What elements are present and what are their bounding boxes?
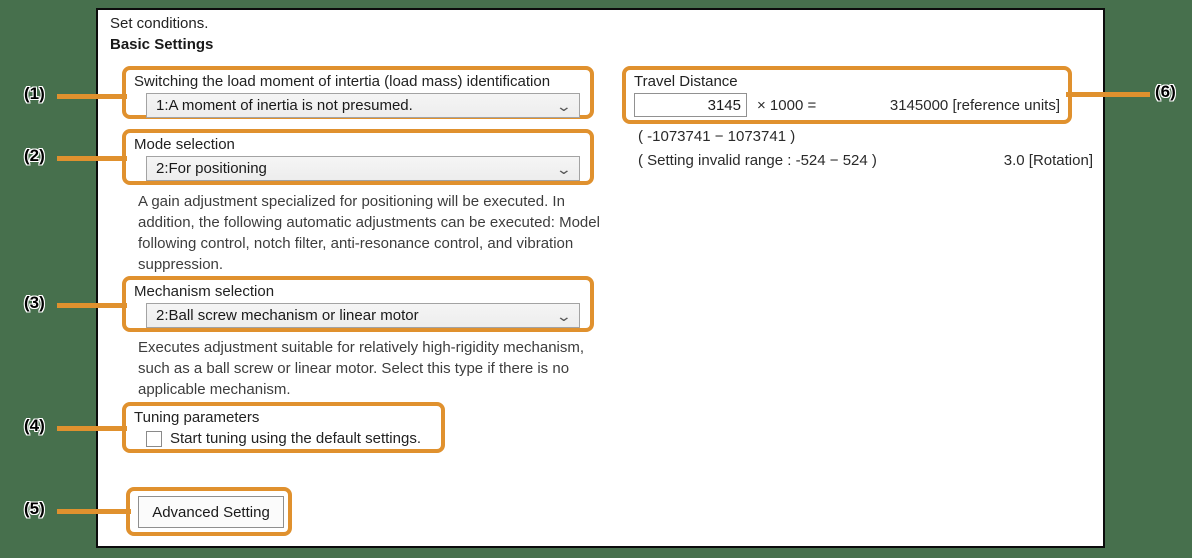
inertia-dropdown-value: 1:A moment of inertia is not presumed. — [156, 97, 413, 114]
mode-description: A gain adjustment specialized for positioning will be executed. In addition, the following automatic adjustments can be executed: Model following control, notch filter, anti-resonance control, and vibration suppression. — [138, 193, 600, 273]
tuning-label: Tuning parameters — [134, 409, 260, 426]
tuning-checkbox-row — [146, 430, 433, 447]
callout-2-line — [57, 156, 127, 161]
page-title: Basic Settings — [110, 36, 214, 53]
travel-result: 3145000 [reference units] — [889, 96, 1060, 114]
basic-settings-dialog — [96, 8, 1105, 548]
inertia-label: Switching the load moment of intertia (load mass) identification — [134, 73, 551, 90]
callout-6-label: (6) — [1155, 82, 1176, 101]
callout-6-line — [1066, 92, 1150, 97]
mechanism-label: Mechanism selection — [134, 283, 275, 300]
callout-4-label: (4) — [24, 416, 45, 435]
callout-1-line — [57, 94, 127, 99]
travel-invalid-range-row — [638, 152, 1093, 169]
callout-3-line — [57, 303, 127, 308]
callout-box-inertia — [122, 66, 594, 119]
advanced-setting-button[interactable]: Advanced Setting — [138, 496, 284, 528]
callout-4-line — [57, 426, 127, 431]
default-settings-checkbox-label: Start tuning using the default settings. — [170, 430, 421, 447]
callout-box-travel — [622, 66, 1072, 124]
callout-box-mode — [122, 129, 594, 185]
travel-distance-input[interactable] — [634, 93, 747, 117]
callout-1-label: (1) — [24, 84, 45, 103]
callout-2-label: (2) — [24, 146, 45, 165]
dialog-subtitle: Set conditions. — [110, 15, 209, 32]
mechanism-dropdown[interactable] — [146, 303, 580, 328]
inertia-dropdown[interactable] — [146, 93, 580, 118]
callout-5-label: (5) — [24, 499, 45, 518]
mode-dropdown-value: 2:For positioning — [156, 160, 267, 177]
chevron-down-icon: ⌄ — [555, 160, 573, 177]
callout-box-advanced — [126, 487, 292, 536]
callout-box-tuning — [122, 402, 445, 453]
travel-distance-label: Travel Distance — [634, 73, 738, 90]
callout-5-line — [57, 509, 131, 514]
default-settings-checkbox[interactable] — [146, 431, 162, 447]
travel-range: ( -1073741 − 1073741 ) — [638, 128, 796, 145]
chevron-down-icon: ⌄ — [555, 97, 573, 114]
mechanism-dropdown-value: 2:Ball screw mechanism or linear motor — [156, 307, 419, 324]
callout-box-mechanism — [122, 276, 594, 332]
travel-multiplier: × 1000 = — [757, 96, 817, 114]
travel-rotation-value: 3.0 [Rotation] — [1003, 152, 1093, 169]
mechanism-description: Executes adjustment suitable for relatively high-rigidity mechanism, such as a ball screw or linear motor. Select this type if there is no applicable mechanism. — [138, 339, 585, 398]
mode-dropdown[interactable] — [146, 156, 580, 181]
callout-3-label: (3) — [24, 293, 45, 312]
chevron-down-icon: ⌄ — [555, 307, 573, 324]
travel-invalid-range: ( Setting invalid range : -524 − 524 ) — [638, 152, 877, 169]
mode-label: Mode selection — [134, 136, 235, 153]
travel-distance-row — [634, 93, 1060, 117]
